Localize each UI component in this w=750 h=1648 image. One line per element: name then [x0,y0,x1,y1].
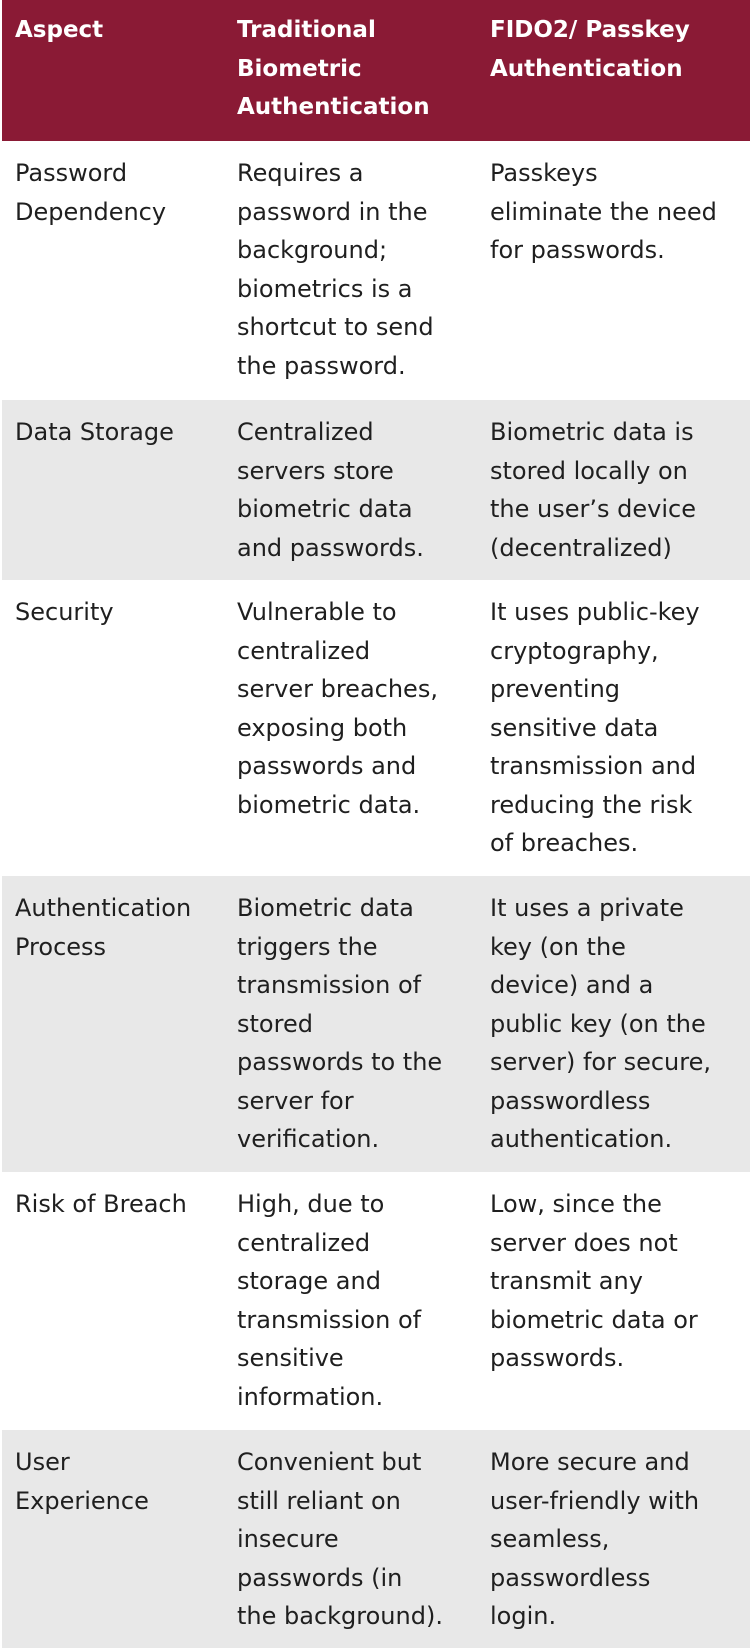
row-fido: Low, since the server does not transmit any biometric data or passwords. [490,1190,698,1372]
row-traditional: Centralized servers store biometric data and passwords. [237,418,424,562]
row-fido: Biometric data is stored locally on the user’s device (decentralized) [490,418,696,562]
row-aspect: Security [15,598,114,626]
header-traditional: Traditional Biometric Authentication [237,17,430,120]
table-header [2,0,750,141]
row-aspect: Password Dependency [15,159,167,226]
row-traditional: Requires a password in the background; biometrics is a shortcut to send the password. [237,159,434,380]
table-row-risk-of-breach [2,1172,750,1430]
table-row-user-experience [2,1430,750,1648]
row-aspect: Authentication Process [15,894,192,961]
table-row-security [2,580,750,876]
table-row-data-storage [2,400,750,580]
header-fido: FIDO2/ Passkey Authentication [490,17,690,82]
row-traditional: Biometric data triggers the transmission of stored passwords to the server for verification. [237,894,443,1153]
row-fido: More secure and user-friendly with seamless, passwordless login. [490,1448,700,1630]
row-traditional: Convenient but still reliant on insecure passwords (in the background). [237,1448,443,1630]
row-fido: It uses a private key (on the device) and a public key (on the server) for secure, passwordless authentication. [490,894,712,1153]
table-row-password-dependency [2,141,750,400]
header-aspect: Aspect [15,17,104,43]
row-aspect: Risk of Breach [15,1190,187,1218]
row-fido: It uses public-key cryptography, preventing sensitive data transmission and reducing the risk of breaches. [490,598,700,857]
table-row-authentication-process [2,876,750,1172]
row-aspect: Data Storage [15,418,174,446]
row-traditional: High, due to centralized storage and transmission of sensitive information. [237,1190,422,1411]
row-aspect: User Experience [15,1448,149,1515]
row-fido: Passkeys eliminate the need for passwords. [490,159,717,264]
row-traditional: Vulnerable to centralized server breaches, exposing both passwords and biometric data. [237,598,438,819]
